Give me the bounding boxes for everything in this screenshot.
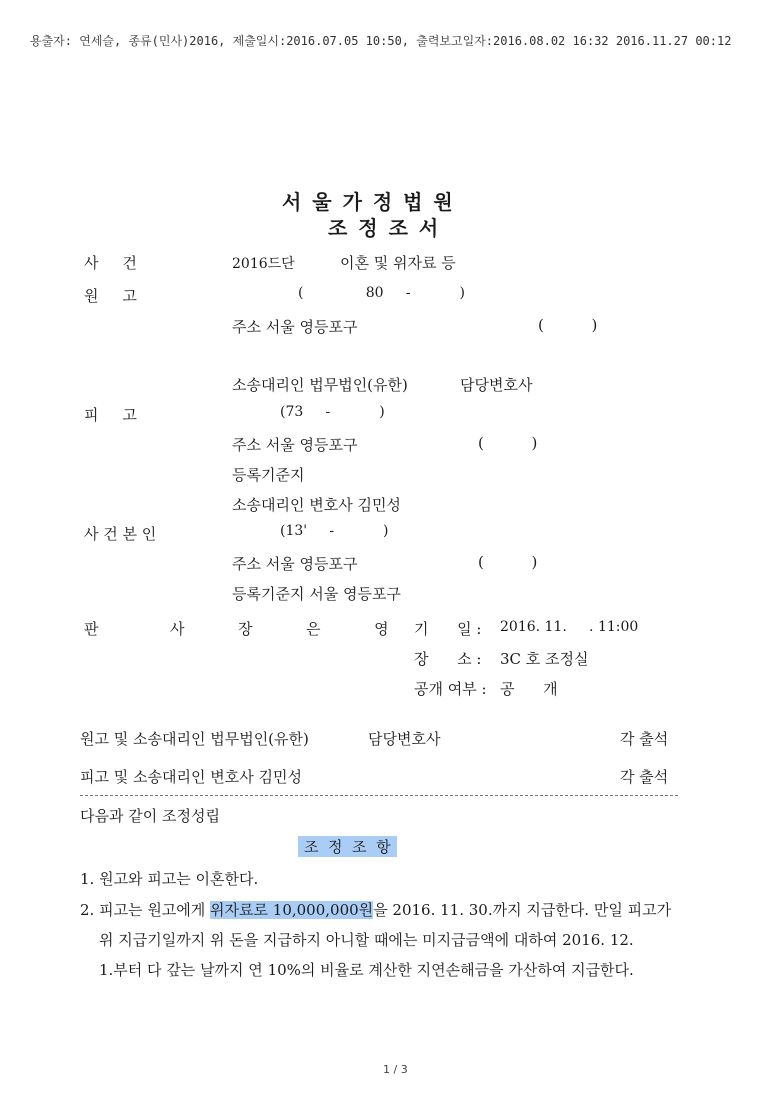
principal-registry: 등록기준지 서울 영등포구 <box>232 585 401 603</box>
date-value: 2016. 11. . 11:00 <box>500 619 639 635</box>
page-number: 1 / 3 <box>383 1063 408 1076</box>
clause-2-line-3: 1.부터 다 갚는 날까지 연 10%의 비율로 계산한 지연손해금을 가산하여 지급한다. <box>99 961 634 979</box>
defendant-label: 피 고 <box>84 406 137 424</box>
clause-2-line-1 <box>80 899 671 920</box>
plaintiff-address: 주소 서울 영등포구 <box>232 318 358 336</box>
attendance-status-1: 각 출석 <box>620 730 669 748</box>
defendant-address-paren: ( ) <box>478 434 538 452</box>
attendance-party-1: 원고 및 소송대리인 법무법인(유한) <box>80 730 309 748</box>
case-label: 사 건 <box>84 254 137 272</box>
attendance-lawyer-1: 담당변호사 <box>368 730 441 748</box>
clause-2-prefix: 2. 피고는 원고에게 <box>80 901 211 919</box>
principal-label: 사 건 본 인 <box>84 525 157 543</box>
clause-2-line-2: 위 지급기일까지 위 돈을 지급하지 아니할 때에는 미지급금액에 대하여 2016. 12. <box>99 931 634 949</box>
plaintiff-id: ( 80 - ) <box>298 285 465 301</box>
case-title: 이혼 및 위자료 등 <box>340 254 456 272</box>
document-title: 조 정 조 서 <box>328 216 441 240</box>
plaintiff-address-paren: ( ) <box>538 316 598 334</box>
attendance-status-2: 각 출석 <box>620 768 669 786</box>
principal-address-paren: ( ) <box>478 553 538 571</box>
clause-1: 1. 원고와 피고는 이혼한다. <box>80 870 259 888</box>
principal-address: 주소 서울 영등포구 <box>232 555 358 573</box>
judge-label: 판 <box>84 620 99 638</box>
date-label: 기 일 : <box>414 620 482 638</box>
principal-id: (13' - ) <box>280 523 389 539</box>
attendance-party-2: 피고 및 소송대리인 변호사 김민성 <box>80 768 302 786</box>
public-label: 공개 여부 : <box>414 680 487 698</box>
place-value: 3C 호 조정실 <box>500 650 589 668</box>
defendant-id: (73 - ) <box>280 404 385 420</box>
plaintiff-lawyer: 담당변호사 <box>460 376 533 394</box>
public-value: 공 개 <box>500 680 558 698</box>
plaintiff-label: 원 고 <box>84 287 137 305</box>
defendant-registry: 등록기준지 <box>232 466 305 484</box>
section-title: 조 정 조 항 <box>298 836 397 857</box>
defendant-address: 주소 서울 영등포구 <box>232 436 358 454</box>
divider <box>80 795 678 796</box>
clause-2-suffix: 을 2016. 11. 30.까지 지급한다. 만일 피고가 <box>373 901 672 919</box>
header-stamp: 용출자: 연세슬, 종류(민사)2016, 제출일시:2016.07.05 10:50, 출력보고일자:2016.08.02 16:32 2016.11.27 00:12 <box>30 34 732 48</box>
mediation-intro: 다음과 같이 조정성립 <box>80 807 220 825</box>
plaintiff-agent: 소송대리인 법무법인(유한) <box>232 376 408 394</box>
court-name: 서 울 가 정 법 원 <box>282 190 455 214</box>
case-number: 2016드단 <box>232 256 295 272</box>
judge-name: 사 장 은 영 <box>170 620 389 638</box>
defendant-agent: 소송대리인 변호사 김민성 <box>232 496 401 514</box>
clause-2-highlight: 위자료로 10,000,000원 <box>210 901 374 919</box>
place-label: 장 소 : <box>414 650 482 668</box>
